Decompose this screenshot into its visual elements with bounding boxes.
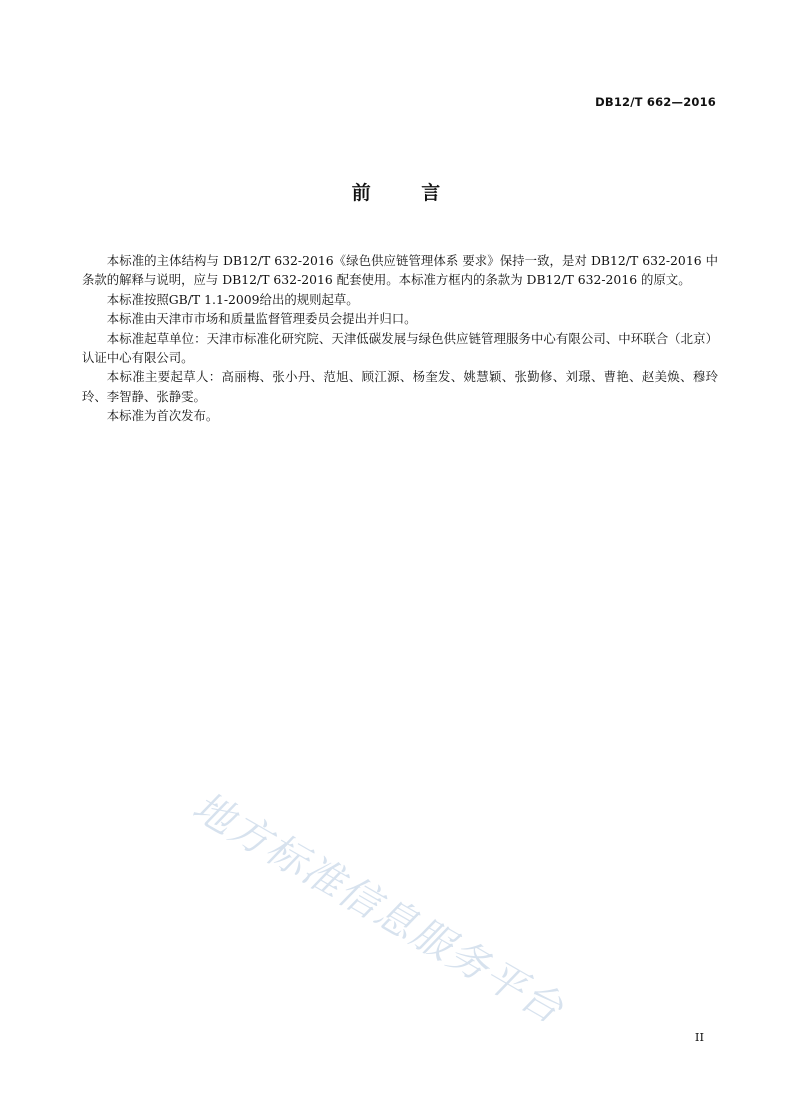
- watermark: 地方标准信息服务平台: [184, 783, 572, 1034]
- paragraph-structure: 本标准的主体结构与 DB12/T 632-2016《绿色供应链管理体系 要求》保持一致，是对 DB12/T 632-2016 中条款的解释与说明，应与 DB12/T 632-2016 配套使用。本标准方框内的条款为 DB12/T 632-2016 的原文。: [82, 253, 718, 288]
- page-number: II: [694, 1030, 704, 1044]
- paragraph-drafting-units: 本标准起草单位：天津市标准化研究院、天津低碳发展与绿色供应链管理服务中心有限公司、中环联合（北京）认证中心有限公司。: [82, 330, 718, 366]
- foreword-body: [82, 251, 718, 426]
- header-standard-code: DB12/T 662—2016: [595, 95, 716, 109]
- paragraph-drafters: 本标准主要起草人：高丽梅、张小丹、范旭、顾江源、杨奎发、姚慧颖、张勤修、刘璟、曹艳、赵美焕、穆玲玲、李智静、张静雯。: [82, 369, 718, 404]
- paragraph-first-release: 本标准为首次发布。: [106, 408, 219, 424]
- page-title: 前 言: [351, 182, 463, 204]
- paragraph-drafting-rules: 本标准按照GB/T 1.1-2009给出的规则起草。: [106, 291, 359, 307]
- paragraph-proposer: 本标准由天津市市场和质量监督管理委员会提出并归口。: [106, 311, 417, 327]
